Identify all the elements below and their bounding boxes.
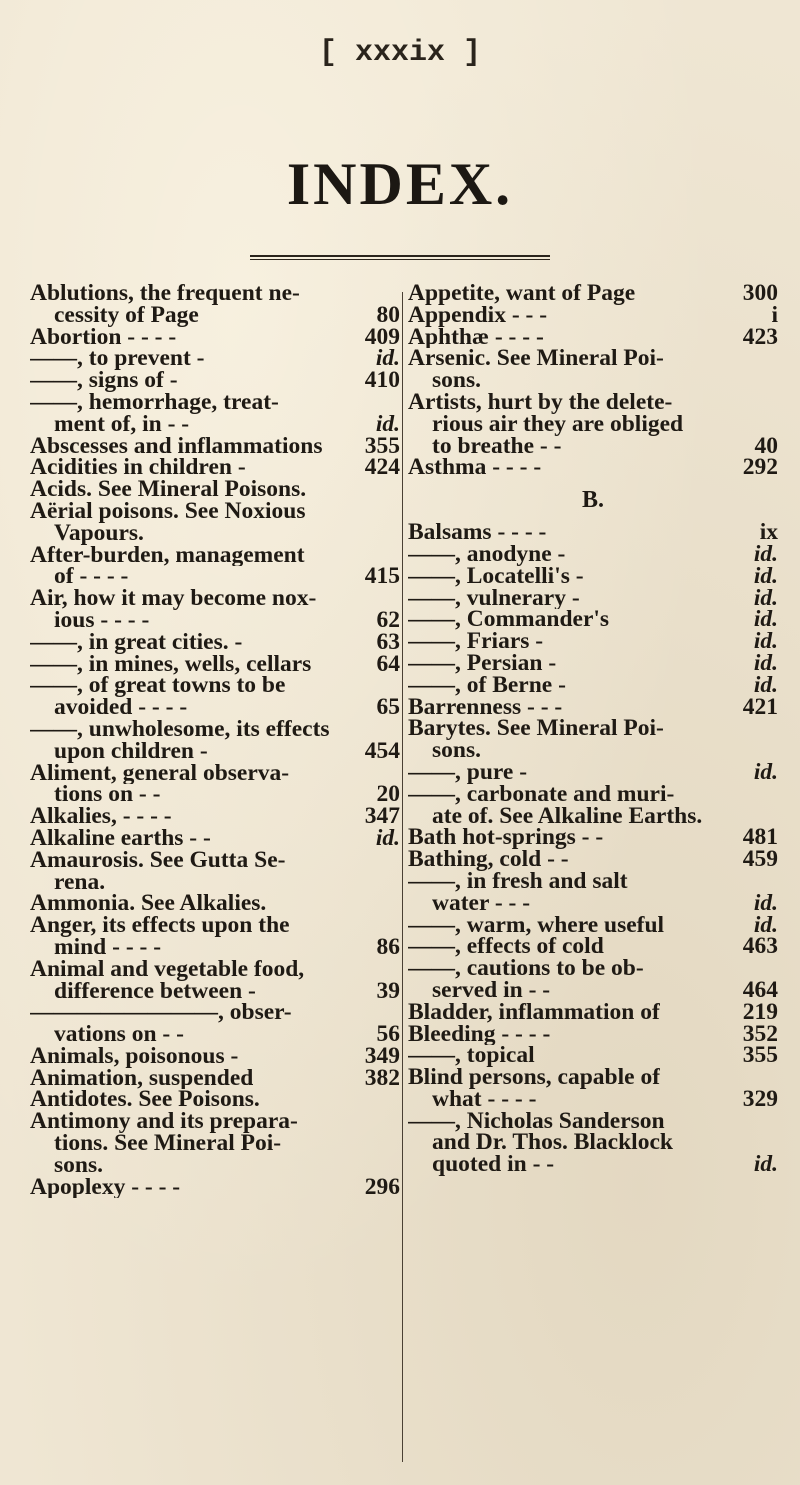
index-entry-text: ——, Locatelli's - bbox=[408, 565, 584, 588]
index-entry-page-ref: 62 bbox=[376, 606, 400, 633]
index-entry-text: Acidities in children - bbox=[30, 457, 246, 480]
index-entry-page-ref: id. bbox=[753, 540, 778, 567]
index-entry bbox=[30, 959, 400, 981]
index-entry bbox=[30, 367, 400, 394]
index-entry bbox=[408, 432, 778, 459]
index-entry bbox=[408, 718, 778, 740]
index-entry-text: ——, to prevent - bbox=[30, 348, 205, 371]
index-entry-text: ——, hemorrhage, treat- bbox=[30, 391, 279, 414]
index-entry-text: ment of, in - - bbox=[54, 413, 190, 436]
index-entry-page-ref: 292 bbox=[742, 454, 778, 481]
index-entry-text: Barytes. See Mineral Poi- bbox=[408, 718, 664, 741]
index-entry bbox=[408, 392, 778, 414]
index-entry-text: Alkalies, - - - - bbox=[30, 806, 172, 828]
index-entry-text: ——, topical bbox=[408, 1045, 535, 1068]
index-entry bbox=[408, 758, 778, 785]
index-entry-text: ——, unwholesome, its effects bbox=[30, 718, 330, 741]
index-entry bbox=[30, 628, 400, 655]
index-entry bbox=[30, 850, 400, 872]
index-entry-page-ref: 459 bbox=[742, 846, 778, 873]
title-rule bbox=[250, 255, 550, 260]
index-entry bbox=[30, 803, 400, 830]
index-entry bbox=[30, 479, 400, 501]
index-entry bbox=[30, 345, 400, 372]
index-entry-page-ref: 355 bbox=[742, 1042, 778, 1069]
index-entry-text: Aliment, general observa- bbox=[30, 762, 290, 785]
index-entry-page-ref: 39 bbox=[376, 977, 400, 1004]
index-entry-page-ref: i bbox=[771, 301, 778, 328]
index-entry-text: Air, how it may become nox- bbox=[30, 588, 317, 610]
index-entry bbox=[30, 283, 400, 305]
index-entry bbox=[30, 523, 400, 545]
index-entry bbox=[30, 1089, 400, 1111]
index-entry-text: Amaurosis. See Gutta Se- bbox=[30, 849, 286, 872]
index-entry-text: ——, cautions to be ob- bbox=[408, 958, 644, 980]
index-entry-page-ref: 219 bbox=[742, 998, 778, 1025]
index-entry-page-ref: 410 bbox=[364, 367, 400, 394]
index-entry-text: Artists, hurt by the delete- bbox=[408, 391, 673, 414]
index-entry-text: rena. bbox=[54, 871, 106, 894]
index-entry-text: ——, in great cities. - bbox=[30, 631, 243, 654]
index-entry-text: ——, warm, where useful bbox=[408, 914, 665, 937]
index-entry bbox=[30, 1173, 400, 1200]
index-entry bbox=[408, 628, 778, 655]
index-entry-text: Bath hot-springs - - bbox=[408, 827, 604, 850]
index-entry-page-ref: id. bbox=[753, 889, 778, 916]
index-entry-text: Asthma - - - - bbox=[408, 457, 542, 480]
index-entry bbox=[408, 806, 778, 828]
index-entry-text: Appetite, want of Page bbox=[408, 283, 636, 305]
index-entry-page-ref: 355 bbox=[364, 432, 400, 459]
index-entry-page-ref: 296 bbox=[364, 1173, 400, 1200]
index-entry bbox=[408, 323, 778, 350]
index-entry-text: After-burden, management bbox=[30, 544, 305, 567]
index-entry-text: sons. bbox=[54, 1154, 103, 1177]
index-entry-text: Alkaline earths - - bbox=[30, 827, 211, 850]
index-entry-text: ——, anodyne - bbox=[408, 543, 566, 566]
index-entry-text: and Dr. Thos. Blacklock bbox=[432, 1132, 673, 1155]
index-entry-text: Vapours. bbox=[54, 522, 144, 545]
index-entry-text: ate of. See Alkaline Earths. bbox=[432, 805, 703, 828]
index-entry-page-ref: id. bbox=[753, 1151, 778, 1178]
index-entry-text: ——, in fresh and salt bbox=[408, 870, 628, 893]
index-entry-page-ref: 454 bbox=[364, 737, 400, 764]
index-entry-text: ——, vulnerary - bbox=[408, 587, 580, 610]
index-entry bbox=[30, 1155, 400, 1177]
index-entry-text: sons. bbox=[432, 740, 481, 762]
index-entry-text: Animation, suspended bbox=[30, 1067, 254, 1090]
index-entry-text: ——, Nicholas Sanderson bbox=[408, 1110, 665, 1133]
index-entry bbox=[408, 846, 778, 873]
index-entry bbox=[30, 675, 400, 697]
index-entry bbox=[30, 1064, 400, 1091]
index-entry-text: Abscesses and inflammations bbox=[30, 435, 323, 458]
index-entry bbox=[30, 872, 400, 894]
index-entry bbox=[30, 501, 400, 523]
index-entry bbox=[30, 824, 400, 851]
index-entry bbox=[408, 1151, 778, 1178]
index-entry-text: water - - - bbox=[432, 892, 531, 915]
index-entry-page-ref: 481 bbox=[742, 824, 778, 851]
index-entry-page-ref: id. bbox=[753, 584, 778, 611]
index-entry bbox=[30, 650, 400, 677]
index-entry-page-ref: 56 bbox=[376, 1021, 400, 1048]
index-entry-page-ref: 409 bbox=[364, 323, 400, 350]
index-entry-page-ref: 86 bbox=[376, 933, 400, 960]
index-entry-text: ——, in mines, wells, cellars bbox=[30, 653, 312, 676]
index-entry-page-ref: 329 bbox=[742, 1085, 778, 1112]
index-entry-text: Apoplexy - - - - bbox=[30, 1176, 181, 1199]
index-entry bbox=[30, 763, 400, 785]
index-entry bbox=[30, 915, 400, 937]
index-entry-text: to breathe - - bbox=[432, 435, 562, 458]
index-entry-text: Ammonia. See Alkalies. bbox=[30, 893, 267, 916]
index-entry-page-ref: 300 bbox=[742, 280, 778, 306]
page-title: INDEX. bbox=[286, 151, 514, 217]
index-entry bbox=[408, 519, 778, 546]
index-entry-text: tions. See Mineral Poi- bbox=[54, 1133, 282, 1155]
index-entry bbox=[30, 1021, 400, 1048]
index-entry-text: Blind persons, capable of bbox=[408, 1067, 661, 1089]
index-entry bbox=[408, 1067, 778, 1089]
index-entry-text: vations on - - bbox=[54, 1024, 184, 1046]
index-entry bbox=[30, 1002, 400, 1024]
index-entry-text: upon children - bbox=[54, 740, 208, 763]
index-entry-text: ——, signs of - bbox=[30, 370, 178, 392]
index-entry bbox=[30, 1111, 400, 1133]
index-entry bbox=[408, 649, 778, 676]
index-entry-text: ——, of Berne - bbox=[408, 674, 566, 697]
index-entry-text: Acids. See Mineral Poisons. bbox=[30, 479, 307, 501]
index-entry-text: Aphthæ - - - - bbox=[408, 326, 544, 349]
index-entry bbox=[408, 889, 778, 916]
index-entry bbox=[30, 781, 400, 808]
section-heading: B. bbox=[581, 487, 604, 514]
index-entry-text: Balsams - - - - bbox=[408, 522, 547, 544]
index-entry bbox=[408, 740, 778, 762]
index-entry-text: ious - - - - bbox=[54, 609, 150, 632]
index-entry-page-ref: 423 bbox=[742, 323, 778, 350]
index-entry-text: ——, pure - bbox=[408, 761, 528, 784]
index-entry bbox=[30, 410, 400, 437]
index-entry bbox=[408, 370, 778, 392]
index-entry bbox=[30, 1042, 400, 1069]
index-entry bbox=[408, 454, 778, 481]
index-entry-text: difference between - bbox=[54, 980, 256, 1003]
index-entry-text: rious air they are obliged bbox=[432, 413, 684, 436]
index-entry bbox=[408, 671, 778, 698]
index-entry bbox=[30, 563, 400, 590]
index-entry bbox=[408, 606, 778, 633]
index-entry-page-ref: id. bbox=[753, 911, 778, 938]
index-entry bbox=[30, 893, 400, 915]
index-entry bbox=[30, 719, 400, 741]
index-entry-text: Bleeding - - - - bbox=[408, 1023, 551, 1046]
index-column-left bbox=[30, 283, 400, 1198]
index-entry bbox=[30, 606, 400, 633]
index-entry-text: Bathing, cold - - bbox=[408, 849, 569, 871]
index-entry-text: ——, Commander's bbox=[408, 609, 610, 632]
index-entry bbox=[408, 562, 778, 589]
index-entry bbox=[30, 545, 400, 567]
index-entry bbox=[408, 1020, 778, 1047]
index-entry bbox=[408, 540, 778, 567]
index-entry-text: sons. bbox=[432, 370, 481, 392]
index-entry-page-ref: 382 bbox=[364, 1064, 400, 1091]
index-entry-page-ref: 40 bbox=[754, 432, 778, 459]
index-entry-text: ——, Friars - bbox=[408, 631, 544, 653]
index-entry bbox=[30, 737, 400, 764]
column-divider bbox=[402, 292, 403, 1462]
index-entry bbox=[408, 933, 778, 960]
index-entry bbox=[408, 693, 778, 720]
index-entry-text: ——, Persian - bbox=[408, 652, 557, 675]
index-entry-page-ref: id. bbox=[753, 671, 778, 698]
index-entry-page-ref: id. bbox=[753, 606, 778, 633]
index-entry bbox=[408, 348, 778, 370]
index-entry-text: Abortion - - - - bbox=[30, 326, 177, 349]
index-entry bbox=[408, 414, 778, 436]
index-entry-page-ref: 65 bbox=[376, 694, 400, 721]
index-entry-text: cessity of Page bbox=[54, 304, 199, 327]
index-entry-text: Animals, poisonous - bbox=[30, 1045, 239, 1068]
index-entry bbox=[30, 323, 400, 350]
index-entry-page-ref: 64 bbox=[376, 650, 400, 677]
index-entry bbox=[408, 998, 778, 1025]
index-entry bbox=[408, 958, 778, 980]
index-entry-text: mind - - - - bbox=[54, 936, 162, 959]
index-entry bbox=[30, 432, 400, 459]
index-entry-text: what - - - - bbox=[432, 1088, 537, 1111]
index-entry bbox=[408, 824, 778, 851]
index-entry-page-ref: id. bbox=[753, 628, 778, 655]
index-entry-page-ref: id. bbox=[375, 345, 400, 372]
index-entry bbox=[408, 280, 778, 306]
index-entry-text: of - - - - bbox=[54, 566, 129, 589]
index-entry bbox=[30, 1133, 400, 1155]
index-entry-page-ref: id. bbox=[375, 410, 400, 437]
index-entry-text: Bladder, inflammation of bbox=[408, 1001, 660, 1024]
index-entry-page-ref: 63 bbox=[376, 628, 400, 655]
index-entry-page-ref: 20 bbox=[376, 781, 400, 808]
index-entry-page-ref: 349 bbox=[364, 1042, 400, 1069]
index-column-right bbox=[408, 280, 778, 1178]
index-entry-text: Appendix - - - bbox=[408, 304, 548, 327]
index-entry bbox=[408, 911, 778, 938]
index-entry-page-ref: id. bbox=[375, 824, 400, 851]
index-entry bbox=[30, 454, 400, 481]
index-entry bbox=[30, 977, 400, 1004]
index-entry-text: Ablutions, the frequent ne- bbox=[30, 283, 300, 305]
index-entry-text: Animal and vegetable food, bbox=[30, 958, 305, 981]
index-entry-text: Arsenic. See Mineral Poi- bbox=[408, 348, 664, 371]
index-entry bbox=[408, 784, 778, 806]
index-entry-text: Antidotes. See Poisons. bbox=[30, 1089, 260, 1112]
index-entry-page-ref: 347 bbox=[364, 803, 400, 830]
index-entry bbox=[30, 588, 400, 610]
index-entry bbox=[30, 301, 400, 328]
index-entry-text: Aërial poisons. See Noxious bbox=[30, 500, 306, 523]
index-entry bbox=[408, 1085, 778, 1112]
index-entry-text: ————————, obser- bbox=[30, 1002, 292, 1025]
index-entry-text: quoted in - - bbox=[432, 1154, 555, 1177]
index-entry-page-ref: 424 bbox=[364, 454, 400, 481]
index-entry-text: ——, effects of cold bbox=[408, 936, 604, 959]
index-entry-text: Barrenness - - - bbox=[408, 696, 563, 719]
index-entry-page-ref: id. bbox=[753, 562, 778, 589]
index-entry bbox=[30, 694, 400, 721]
index-entry bbox=[408, 871, 778, 893]
index-entry bbox=[408, 301, 778, 328]
index-entry bbox=[30, 933, 400, 960]
index-entry-page-ref: 463 bbox=[742, 933, 778, 960]
index-entry-text: served in - - bbox=[432, 979, 551, 1002]
index-entry-page-ref: 80 bbox=[376, 301, 400, 328]
index-entry-page-ref: 464 bbox=[742, 976, 778, 1003]
index-entry-page-ref: id. bbox=[753, 758, 778, 785]
index-entry-text: ——, carbonate and muri- bbox=[408, 783, 675, 806]
index-entry bbox=[408, 1042, 778, 1069]
index-entry-text: ——, of great towns to be bbox=[30, 675, 286, 698]
index-entry-page-ref: ix bbox=[759, 519, 778, 546]
index-entry-text: tions on - - bbox=[54, 784, 161, 807]
index-entry bbox=[408, 1132, 778, 1154]
index-entry-text: Anger, its effects upon the bbox=[30, 915, 290, 937]
page-number: [ xxxix ] bbox=[318, 36, 482, 70]
index-entry-page-ref: 415 bbox=[364, 563, 400, 590]
index-entry-page-ref: 352 bbox=[742, 1020, 778, 1047]
index-entry bbox=[30, 392, 400, 414]
index-entry bbox=[408, 1111, 778, 1133]
index-entry-page-ref: 421 bbox=[742, 693, 778, 720]
index-entry bbox=[408, 584, 778, 611]
index-entry bbox=[408, 976, 778, 1003]
index-entry-text: Antimony and its prepara- bbox=[30, 1111, 298, 1134]
index-entry-text: avoided - - - - bbox=[54, 697, 188, 719]
index-entry-page-ref: id. bbox=[753, 649, 778, 676]
